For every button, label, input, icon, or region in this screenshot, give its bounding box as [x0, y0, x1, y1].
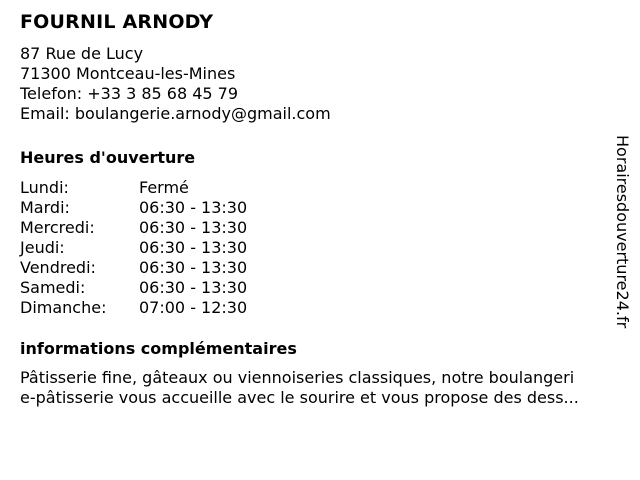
- business-name: FOURNIL ARNODY: [20, 11, 214, 33]
- hours-row-monday: [20, 178, 632, 198]
- hours-value: 07:00 - 12:30: [139, 298, 248, 317]
- day-label: Jeudi:: [20, 238, 65, 257]
- address-block: [20, 44, 632, 124]
- email-address: Email: boulangerie.arnody@gmail.com: [20, 104, 331, 123]
- phone-number: Telefon: +33 3 85 68 45 79: [20, 84, 239, 103]
- opening-hours-title: Heures d'ouverture: [20, 148, 196, 167]
- hours-value: 06:30 - 13:30: [139, 198, 248, 217]
- description-line: Pâtisserie fine, gâteaux ou viennoiseries classiques, notre boulangeri: [20, 368, 575, 387]
- hours-value: 06:30 - 13:30: [139, 258, 248, 277]
- additional-info-title: informations complémentaires: [20, 339, 297, 358]
- hours-row-sunday: [20, 298, 632, 318]
- hours-value: Fermé: [139, 178, 189, 197]
- day-label: Lundi:: [20, 178, 69, 197]
- additional-info-description: [20, 368, 626, 408]
- hours-row-thursday: [20, 238, 632, 258]
- hours-row-tuesday: [20, 198, 632, 218]
- description-line: e-pâtisserie vous accueille avec le sourire et vous propose des dess...: [20, 388, 579, 407]
- day-label: Vendredi:: [20, 258, 96, 277]
- day-label: Dimanche:: [20, 298, 107, 317]
- site-watermark: Horairesdouverture24.fr: [613, 135, 632, 329]
- hours-value: 06:30 - 13:30: [139, 238, 248, 257]
- hours-row-friday: [20, 258, 632, 278]
- street-address: 87 Rue de Lucy: [20, 44, 144, 63]
- day-label: Mardi:: [20, 198, 70, 217]
- hours-value: 06:30 - 13:30: [139, 278, 248, 297]
- hours-row-saturday: [20, 278, 632, 298]
- hours-row-wednesday: [20, 218, 632, 238]
- city-address: 71300 Montceau-les-Mines: [20, 64, 236, 83]
- business-card: [20, 10, 632, 408]
- day-label: Mercredi:: [20, 218, 95, 237]
- hours-value: 06:30 - 13:30: [139, 218, 248, 237]
- opening-hours-table: [20, 178, 632, 318]
- day-label: Samedi:: [20, 278, 86, 297]
